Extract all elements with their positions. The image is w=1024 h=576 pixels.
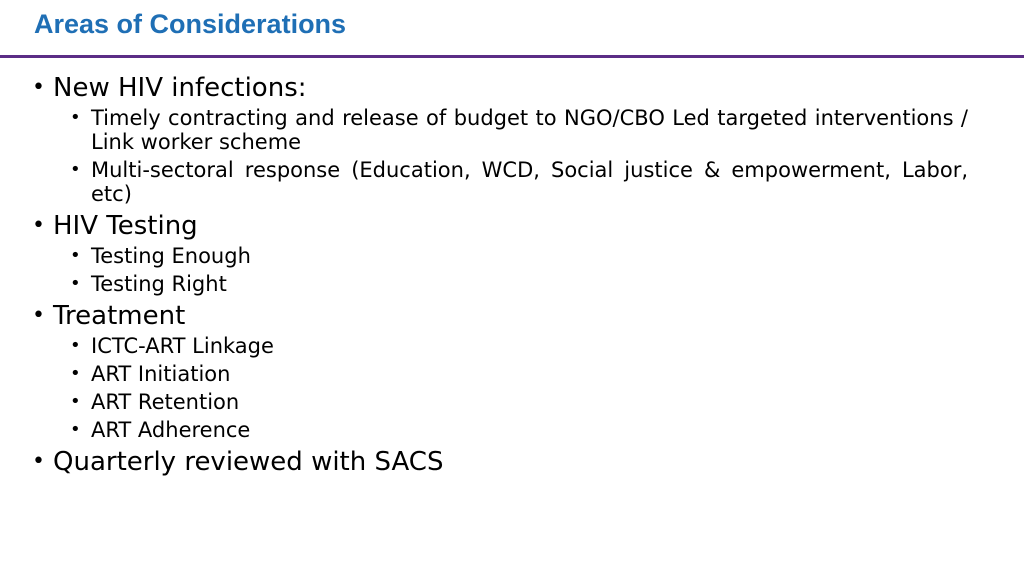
sub-bullet-text: ART Initiation [91, 362, 231, 386]
title-divider [0, 55, 1024, 58]
sub-bullet-item [70, 158, 968, 206]
bullet-list [32, 72, 968, 480]
bullet-text: Treatment [53, 301, 186, 331]
bullet-group-hiv-testing [32, 210, 968, 296]
sub-bullet-item [70, 334, 968, 358]
bullet-icon: • [32, 303, 45, 328]
sub-bullet-icon: • [70, 335, 81, 356]
sub-bullet-text: Timely contracting and release of budget to NGO/CBO Led targeted interventions / Link worker scheme [91, 106, 968, 154]
sub-bullet-text: ICTC-ART Linkage [91, 334, 274, 358]
sub-bullet-item [70, 106, 968, 154]
bullet-icon: • [32, 75, 45, 100]
bullet-text: Quarterly reviewed with SACS [53, 447, 444, 477]
sub-bullet-text: ART Retention [91, 390, 240, 414]
bullet-item [32, 210, 968, 242]
sub-bullet-text: Testing Enough [91, 244, 251, 268]
sub-bullet-icon: • [70, 391, 81, 412]
bullet-group-treatment [32, 300, 968, 442]
sub-bullet-icon: • [70, 159, 81, 180]
sub-bullet-icon: • [70, 273, 81, 294]
sub-bullet-list [70, 244, 968, 296]
sub-bullet-item [70, 244, 968, 268]
bullet-item [32, 72, 968, 104]
sub-bullet-item [70, 390, 968, 414]
sub-bullet-item [70, 362, 968, 386]
bullet-item [32, 300, 968, 332]
bullet-text: New HIV infections: [53, 73, 307, 103]
sub-bullet-icon: • [70, 363, 81, 384]
sub-bullet-item [70, 272, 968, 296]
sub-bullet-list [70, 334, 968, 442]
bullet-item [32, 446, 968, 478]
bullet-icon: • [32, 449, 45, 474]
bullet-group-new-hiv-infections [32, 72, 968, 206]
sub-bullet-text: ART Adherence [91, 418, 251, 442]
slide-title: Areas of Considerations [34, 9, 347, 39]
sub-bullet-text: Testing Right [91, 272, 227, 296]
bullet-icon: • [32, 213, 45, 238]
bullet-group-quarterly-review [32, 446, 968, 478]
sub-bullet-item [70, 418, 968, 442]
sub-bullet-icon: • [70, 245, 81, 266]
sub-bullet-text: Multi-sectoral response (Education, WCD, Social justice & empowerment, Labor, etc) [91, 158, 968, 206]
bullet-text: HIV Testing [53, 211, 198, 241]
sub-bullet-icon: • [70, 419, 81, 440]
sub-bullet-icon: • [70, 107, 81, 128]
sub-bullet-list [70, 106, 968, 206]
